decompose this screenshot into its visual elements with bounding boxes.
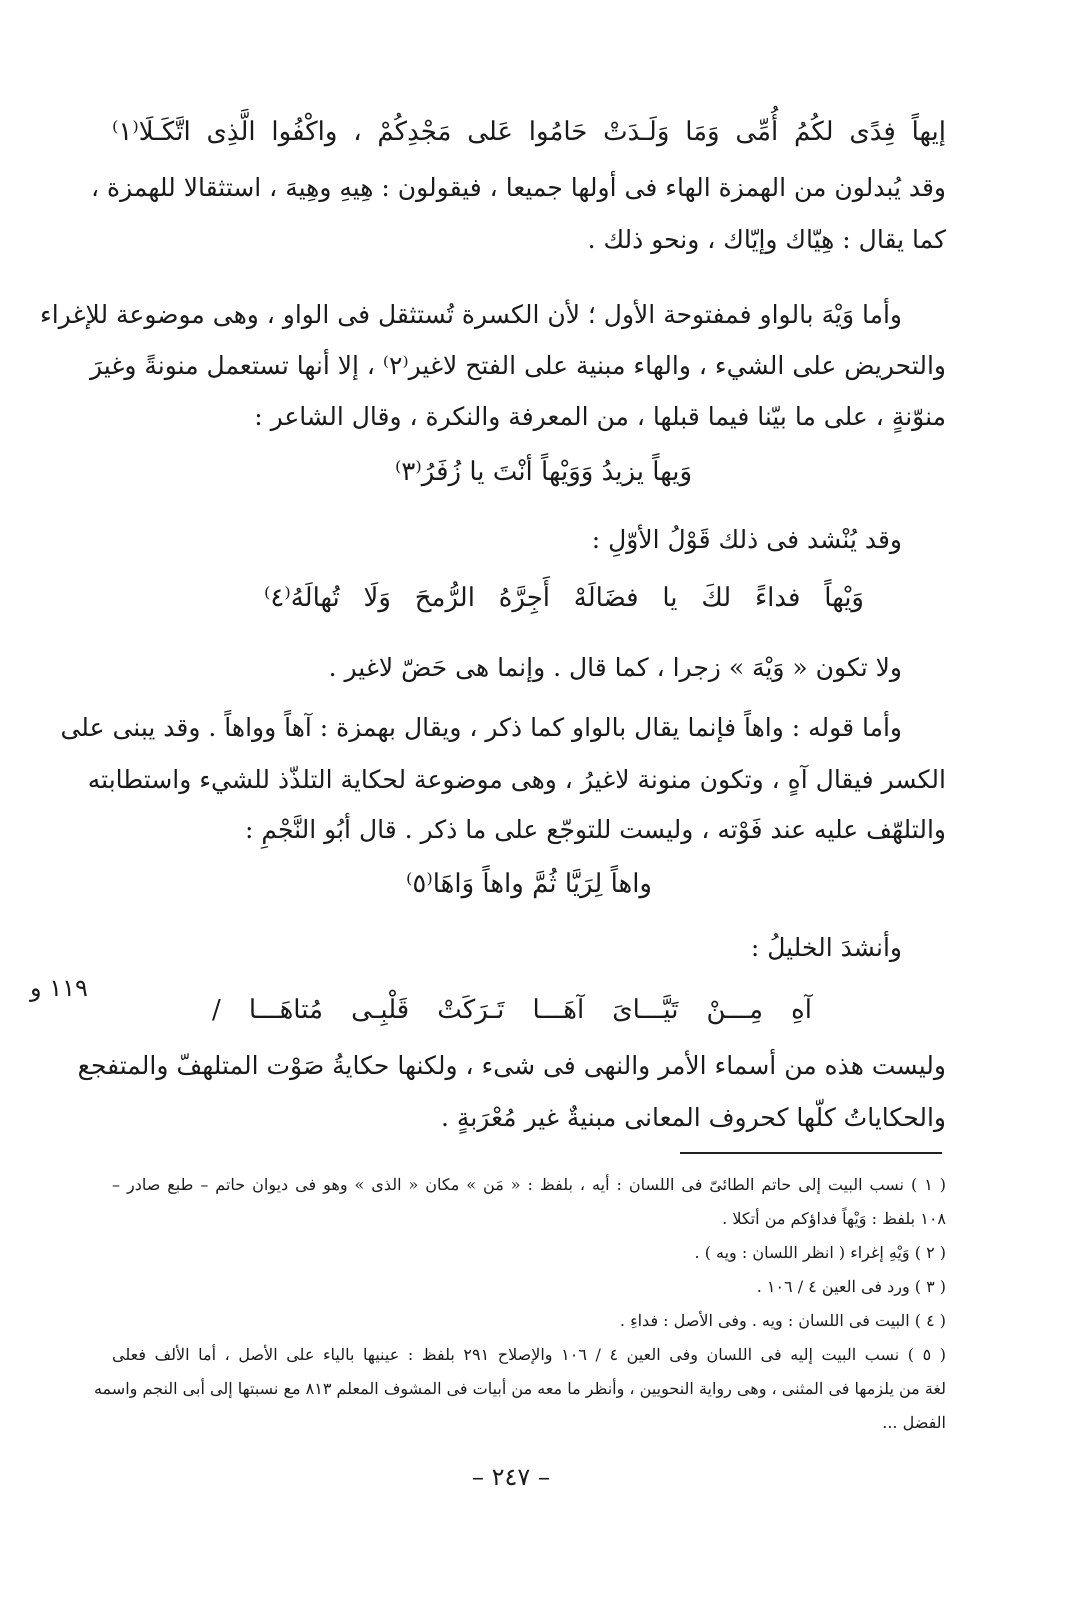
body-line: وليست هذه من أسماء الأمر والنهى فى شىء ، ولكنها حكايةُ صَوْت المتلهفّ والمتفجع — [77, 1051, 946, 1080]
footnote-line: ( ٥ ) نسب البيت إليه فى اللسان وفى العين ٤ / ١٠٦ والإصلاح ٢٩١ بلفظ : عينيها بالياء على الأصل ، أما الألف فعلى — [112, 1345, 947, 1364]
body-line: والحكاياتُ كلّها كحروف المعانى مبنيةٌ غير مُعْرَبةٍ . — [441, 1103, 946, 1132]
body-line: وقد يُنْشد فى ذلك قَوْلُ الأوّلِ : — [591, 525, 902, 554]
footnote-line: ( ٤ ) البيت فى اللسان : ويه . وفى الأصل : فداءِ . — [619, 1311, 946, 1330]
footnote-line: ١٠٨ بلفظ : وَيْهاً فداؤكم من أتكلا . — [722, 1209, 946, 1228]
verse-line: وَيْهاً فداءً لكَ يا فضَالَهْ أَجِرَّهُ الرُّمحَ وَلَا تُهالَهُ⁽٤⁾ — [264, 583, 864, 613]
body-line: والتلهّف عليه عند فَوْته ، وليست للتوجّع على ما ذكر . قال أبُو النَّجْمِ : — [244, 815, 946, 844]
body-line: وأما وَيْهَ بالواو فمفتوحة الأول ؛ لأن الكسرة تُستثقل فى الواو ، وهى موضوعة للإغراء — [39, 300, 902, 329]
body-line: الكسر فيقال آهٍ ، وتكون منونة لاغيرُ ، وهى موضوعة لحكاية التلذّذ للشيء واستطابته — [87, 765, 946, 794]
footnote-line: لغة من يلزمها فى المثنى ، وهى رواية النحويين ، وأنظر ما معه من أبيات فى المشوف المعلم ٨١٣ مع نسبتها إلى أبى النجم واسمه — [93, 1379, 946, 1398]
body-line: وأنشدَ الخليلُ : — [750, 933, 902, 962]
body-line: كما يقال : هِيّاك وإيّاك ، ونحو ذلك . — [587, 225, 946, 254]
body-line: وقد يُبدلون من الهمزة الهاء فى أولها جميعا ، فيقولون : هِيهِ وهِيهَ ، استثقالا للهمزة ، — [91, 173, 946, 202]
body-line: والتحريض على الشيء ، والهاء مبنية على الفتح لاغير⁽٢⁾ ، إلا أنها تستعمل منونةً وغيرَ — [89, 351, 946, 380]
body-line: ولا تكون « وَيْهَ » زجرا ، كما قال . وإنما هى حَضّ لاغير . — [328, 653, 902, 682]
footnote-separator — [680, 1152, 942, 1154]
footnote-line: ( ١ ) نسب البيت إلى حاتم الطائىّ فى اللسان : أيه ، بلفظ : « مَن » مكان « الذى » وهو فى ديوان حاتم – طبع صادر – — [112, 1175, 946, 1194]
footnote-line: ( ٢ ) وَيْهِ إغراء ( انظر اللسان : ويه ) . — [694, 1243, 946, 1262]
verse-line: واهاً لِرَيَّا ثُمَّ واهاً وَاهَا⁽٥⁾ — [405, 869, 652, 899]
verse-line: وَيهاً يزيدُ وَوَيْهاً أنْتَ يا زُفَرُ⁽٣⁾ — [395, 457, 692, 487]
body-line: وأما قوله : واهاً فإنما يقال بالواو كما ذكر ، ويقال بهمزة : آهاً وواهاً . وقد يبنى على — [60, 713, 902, 742]
footnote-line: الفضل ... — [882, 1413, 946, 1432]
page-number: – ٢٤٧ – — [472, 1463, 550, 1491]
verse-line: إيهاً فِدًى لكُمُ أُمِّى وَمَا وَلَـدَتْ حَامُوا عَلى مَجْدِكُمْ ، واكْفُوا الَّذِى اتَّكَـلَا⁽١⁾ — [112, 117, 946, 147]
body-line: منوّنةٍ ، على ما بيّنا فيما قبلها ، من المعرفة والنكرة ، وقال الشاعر : — [254, 402, 946, 431]
margin-folio-note: ١١٩ و — [30, 974, 88, 1002]
footnote-line: ( ٣ ) ورد فى العين ٤ / ١٠٦ . — [756, 1277, 946, 1296]
verse-line: آهِ مِـــنْ تَيَّـــاىَ آهَـــا تَـرَكَتْ قَلْبِـى مُتاهَـــا / — [212, 995, 812, 1025]
